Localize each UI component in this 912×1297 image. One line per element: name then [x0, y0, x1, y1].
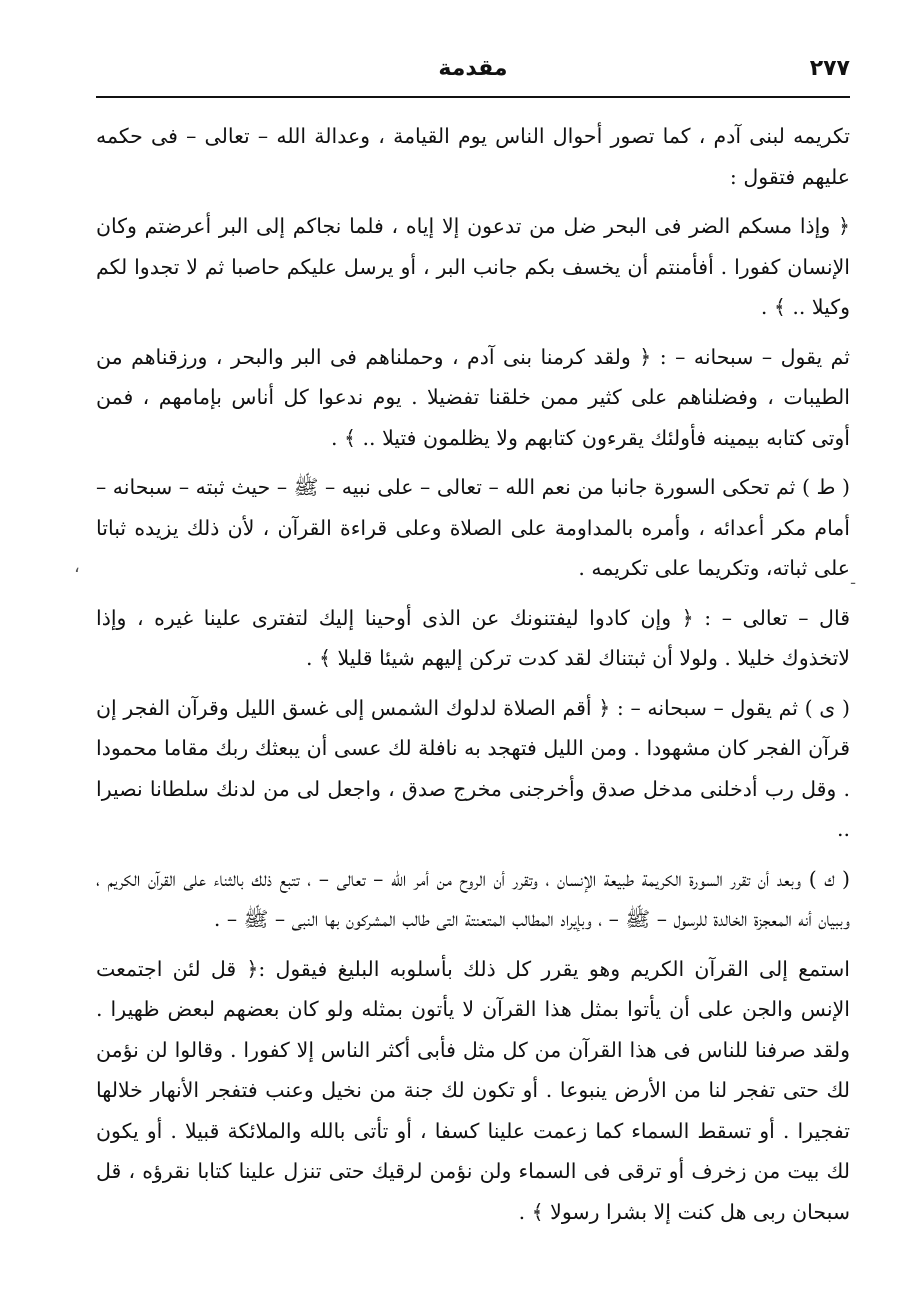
paragraph: ( ط ) ثم تحكى السورة جانبا من نعم الله – تعالى – على نبيه – ﷺ – حيث ثبته – سبحانه – أمام مكر أعدائه ، وأمره بالمداومة على الصلاة وعلى قراءة القرآن ، لأن ذلك يزيده ثباتا على ثباته، وتكريما على تكريمه . [96, 475, 850, 580]
page-header [96, 52, 850, 98]
paragraph: ﴿ وإذا مسكم الضر فى البحر ضل من تدعون إلا إياه ، فلما نجاكم إلى البر أعرضتم وكان الإنسان كفورا . أفأمنتم أن يخسف بكم جانب البر ، أو يرسل عليكم حاصبا ثم لا تجدوا لكم وكيلا .. ﴾ . [96, 214, 850, 319]
page-number: ٢٧٧ [809, 56, 850, 81]
paragraph: تكريمه لبنى آدم ، كما تصور أحوال الناس يوم القيامة ، وعدالة الله – تعالى – فى حكمه عليهم فتقول : [96, 124, 850, 189]
margin-mark: ، [74, 556, 80, 577]
paragraph: استمع إلى القرآن الكريم وهو يقرر كل ذلك بأسلوبه البليغ فيقول :﴿ قل لئن اجتمعت الإنس والجن على أن يأتوا بمثل هذا القرآن لا يأتون بمثله ولو كان بعضهم لبعض ظهيرا . ولقد صرفنا للناس فى هذا القرآن من كل مثل فأبى أكثر الناس إلا كفورا . وقالوا لن نؤمن لك حتى تفجر لنا من الأرض ينبوعا . أو تكون لك جنة من نخيل وعنب فتفجر الأنهار خلالها تفجيرا . أو تسقط السماء كما زعمت علينا كسفا ، أو تأتى بالله والملائكة قبيلا . أو يكون لك بيت من زخرف أو ترقى فى السماء ولن نؤمن لرقيك حتى تنزل علينا كتابا نقرؤه ، قل سبحان ربى هل كنت إلا بشرا رسولا ﴾ . [96, 956, 850, 1224]
page-body [96, 116, 850, 1232]
paragraph: ( ى ) ثم يقول – سبحانه – : ﴿ أقم الصلاة لدلوك الشمس إلى غسق الليل وقرآن الفجر إن قرآن الفجر كان مشهودا . ومن الليل فتهجد به نافلة لك عسى أن يبعثك ربك مقاما محمودا . وقل رب أدخلنى مدخل صدق وأخرجنى مخرج صدق ، واجعل لى من لدنك سلطانا نصيرا .. [96, 695, 850, 841]
paragraph: ثم يقول – سبحانه – : ﴿ ولقد كرمنا بنى آدم ، وحملناهم فى البر والبحر ، ورزقناهم من الطيبات ، وفضلناهم على كثير ممن خلقنا تفضيلا . يوم ندعوا كل أناس بإمامهم ، فمن أوتى كتابه بيمينه فأولئك يقرءون كتابهم ولا يظلمون فتيلا .. ﴾ . [96, 344, 850, 450]
margin-mark: ـ [851, 572, 856, 588]
paragraph: قال – تعالى – : ﴿ وإن كادوا ليفتنونك عن الذى أوحينا إليك لتفترى علينا غيره ، وإذا لاتخذوك خليلا . ولولا أن ثبتناك لقد كدت تركن إليهم شيئا قليلا ﴾ . [96, 605, 850, 670]
paragraph: ( ك ) وبعد أن تقرر السورة الكريمة طبيعة الإنسان ، وتقرر أن الروح من أمر الله – تعالى – ، تتبع ذلك بالثناء على القرآن الكريم ، وببيان أنه المعجزة الخالدة للرسول – ﷺ – ، وبإيراد المطالب المتعنتة التى طالب المشركون بها النبى – ﷺ – . [96, 866, 850, 931]
running-title: مقدمة [438, 56, 508, 81]
